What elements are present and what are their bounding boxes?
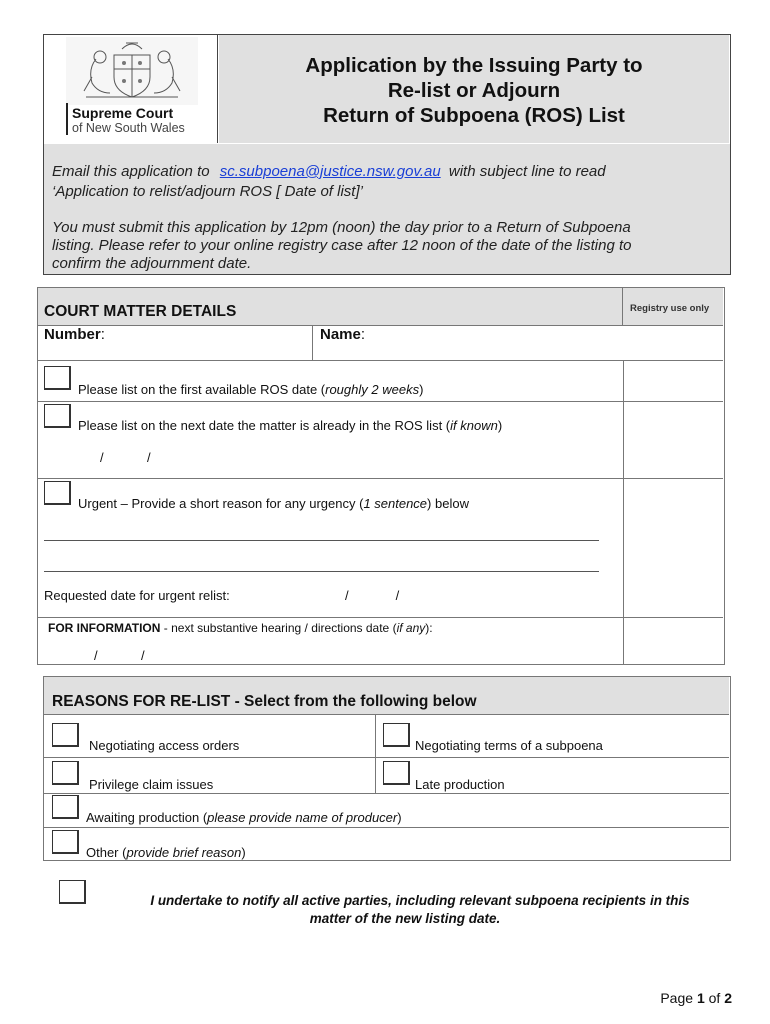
email-link[interactable]: sc.subpoena@justice.nsw.gov.au: [219, 163, 441, 180]
title-panel: [219, 35, 729, 143]
urgent-label: Urgent – Provide a short reason for any urgency (1 sentence) below: [78, 496, 469, 511]
court-subtitle: of New South Wales: [72, 121, 185, 135]
urgent-reason-line-1[interactable]: [44, 540, 599, 541]
reasons-table: [43, 676, 731, 861]
number-label: Number:: [44, 326, 105, 343]
first-available-checkbox[interactable]: [44, 366, 71, 390]
awaiting-production-checkbox[interactable]: [52, 795, 79, 819]
next-date-label: Please list on the next date the matter is already in the ROS list (if known): [78, 418, 503, 433]
email-instruction: Email this application to sc.subpoena@justice.nsw.gov.au with subject line to read ‘Application to relist/adjourn ROS [ Date of list]’: [52, 162, 722, 202]
urgent-checkbox[interactable]: [44, 481, 71, 505]
header-block: [43, 34, 731, 145]
name-label: Name:: [320, 326, 366, 343]
other-reason-label: Other (provide brief reason): [86, 845, 246, 860]
first-available-label: Please list on the first available ROS date (roughly 2 weeks): [78, 382, 424, 397]
requested-date-input[interactable]: / /: [345, 588, 400, 603]
subject-line: ‘Application to relist/adjourn ROS [ Date of list]’: [52, 183, 363, 200]
for-information-label: FOR INFORMATION - next substantive hearing / directions date (if any):: [48, 621, 433, 635]
deadline-instruction: You must submit this application by 12pm (noon) the day prior to a Return of Subpoena listing. Please refer to your online registry case after 12 noon of the date of the listing to confirm the adjournment date.: [52, 219, 632, 272]
undertaking-line-2: matter of the new listing date.: [309, 911, 501, 926]
registry-use-label: Registry use only: [630, 303, 710, 314]
privilege-claim-label: Privilege claim issues: [89, 777, 214, 792]
number-name-divider: [312, 326, 313, 361]
reasons-heading: REASONS FOR RE-LIST - Select from the following below: [52, 693, 477, 710]
court-matter-heading: COURT MATTER DETAILS: [44, 303, 237, 320]
urgent-reason-line-2[interactable]: [44, 571, 599, 572]
access-orders-checkbox[interactable]: [52, 723, 79, 747]
number-input[interactable]: [128, 328, 308, 356]
registry-column-divider-top: [622, 288, 623, 326]
page-title: [219, 53, 729, 128]
undertaking-text: [70, 892, 740, 928]
court-matter-table: [37, 287, 725, 665]
access-orders-label: Negotiating access orders: [89, 738, 240, 753]
late-production-label: Late production: [415, 777, 505, 792]
title-line-1: Application by the Issuing Party to: [305, 54, 643, 77]
coat-of-arms-icon: [66, 37, 198, 105]
undertaking-line-1: I undertake to notify all active parties, including relevant subpoena recipients in this: [150, 893, 690, 908]
title-line-3: Return of Subpoena (ROS) List: [323, 104, 625, 127]
option-next-date-row: [38, 402, 723, 479]
instructions-block: [43, 144, 731, 275]
privilege-claim-checkbox[interactable]: [52, 761, 79, 785]
next-date-input[interactable]: / /: [100, 450, 151, 465]
requested-date-label: Requested date for urgent relist:: [44, 588, 230, 603]
logo-panel: [44, 35, 218, 143]
subpoena-terms-checkbox[interactable]: [383, 723, 410, 747]
court-name: Supreme Court: [72, 105, 174, 121]
next-date-checkbox[interactable]: [44, 404, 71, 428]
subpoena-terms-label: Negotiating terms of a subpoena: [415, 738, 603, 753]
hearing-date-input[interactable]: / /: [94, 648, 145, 663]
logo-divider: [66, 103, 68, 135]
page-number: Page 1 of 2: [660, 990, 732, 1006]
name-input[interactable]: [378, 328, 718, 356]
other-reason-checkbox[interactable]: [52, 830, 79, 854]
title-line-2: Re-list or Adjourn: [387, 79, 561, 102]
awaiting-production-label: Awaiting production (please provide name of producer): [86, 810, 402, 825]
late-production-checkbox[interactable]: [383, 761, 410, 785]
